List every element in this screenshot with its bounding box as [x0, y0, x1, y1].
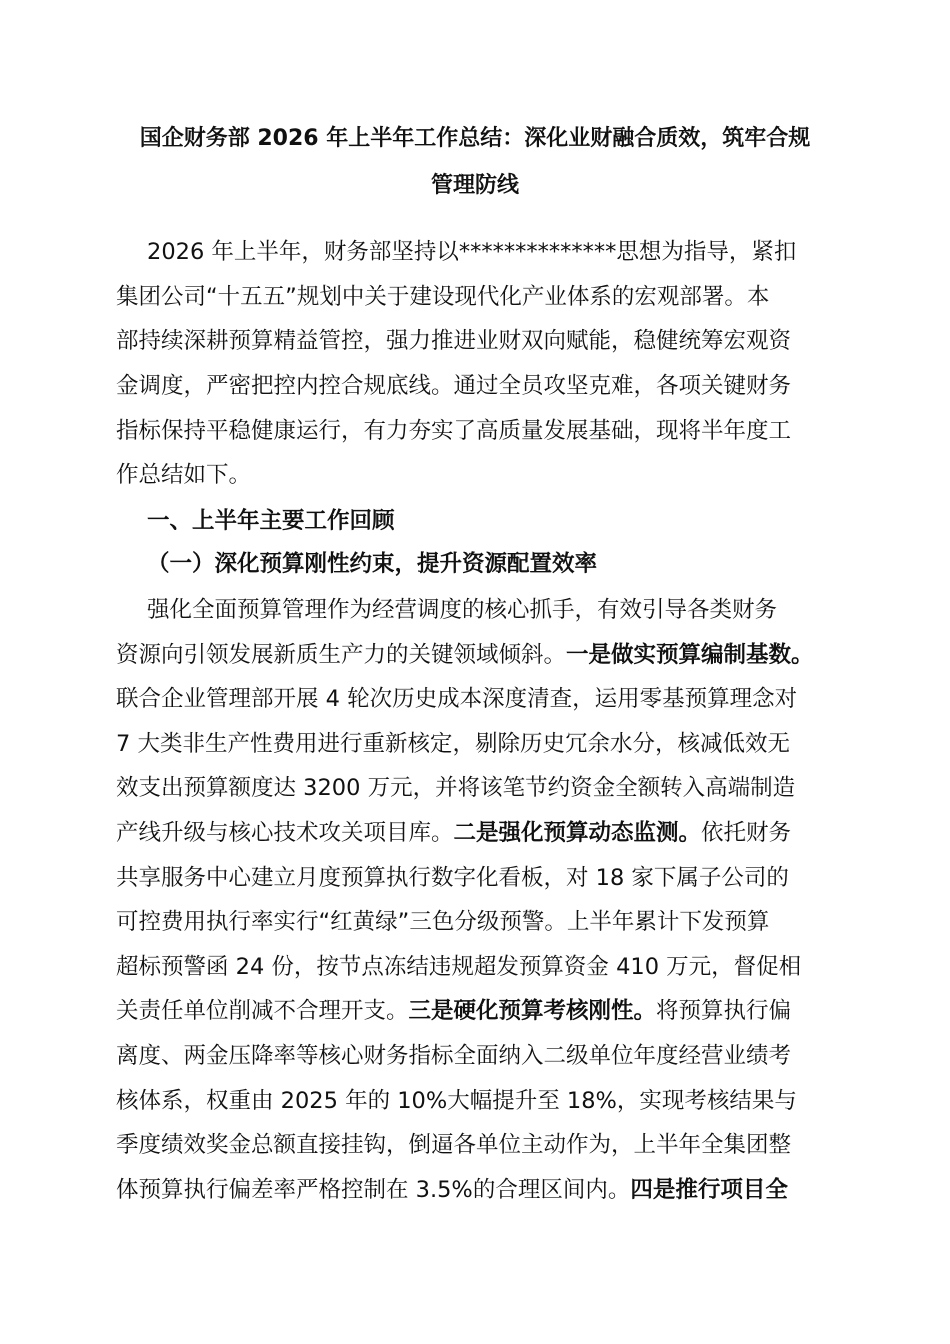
body-text-run: 效支出预算额度达 3200 万元，并将该笔节约资金全额转入高端制造 [116, 775, 796, 801]
body-text-run: 季度绩效奖金总额直接挂钩，倒逼各单位主动作为，上半年全集团整 [116, 1132, 792, 1158]
document-title-line-1: 国企财务部 2026 年上半年工作总结：深化业财融合质效，筑牢合规 [139, 126, 811, 151]
body-text-run: 离度、两金压降率等核心财务指标全面纳入二级单位年度经营业绩考 [116, 1043, 792, 1069]
body-line [147, 595, 777, 625]
body-text-run: 联合企业管理部开展 4 轮次历史成本深度清查，运用零基预算理念对 [116, 686, 798, 712]
intro-line-4: 金调度，严密把控内控合规底线。通过全员攻坚克难，各项关键财务 [116, 373, 792, 399]
intro-line-1: 2026 年上半年，财务部坚持以**************思想为指导，紧扣 [147, 239, 797, 265]
body-text-run: 关责任单位削减不合理开支。 [116, 998, 409, 1024]
body-line [116, 773, 795, 803]
body-text-run: 共享服务中心建立月度预算执行数字化看板，对 18 家下属子公司的 [116, 865, 789, 891]
body-line [116, 684, 797, 714]
bold-key-phrase: 二是强化预算动态监测。 [453, 820, 702, 846]
bold-key-phrase: 四是推行项目全 [630, 1177, 788, 1203]
body-text-run: 超标预警函 24 份，按节点冻结违规超发预算资金 410 万元，督促相 [116, 954, 802, 980]
body-line [116, 729, 790, 759]
bold-key-phrase: 三是硬化预算考核刚性。 [408, 998, 657, 1024]
intro-line-2: 集团公司“十五五”规划中关于建设现代化产业体系的宏观部署。本 [116, 284, 770, 310]
body-line [116, 952, 801, 982]
subsection-heading: （一）深化预算刚性约束，提升资源配置效率 [147, 551, 598, 577]
section-heading: 一、上半年主要工作回顾 [147, 508, 395, 534]
document-title-line-2: 管理防线 [430, 173, 519, 198]
body-line [116, 640, 814, 670]
body-line [116, 818, 791, 848]
body-line [116, 863, 789, 893]
intro-line-3: 部持续深耕预算精益管控，强力推进业财双向赋能，稳健统筹宏观资 [116, 328, 792, 354]
body-text-run: 强化全面预算管理作为经营调度的核心抓手，有效引导各类财务 [147, 597, 778, 623]
body-text-run: 资源向引领发展新质生产力的关键领域倾斜。 [116, 642, 567, 668]
body-text-run: 7 大类非生产性费用进行重新核定，剔除历史冗余水分，核减低效无 [116, 731, 790, 757]
body-line [116, 1130, 791, 1160]
bold-key-phrase: 一是做实预算编制基数。 [566, 642, 814, 668]
body-text-run: 可控费用执行率实行“红黄绿”三色分级预警。上半年累计下发预算 [116, 909, 770, 935]
body-text-run: 产线升级与核心技术攻关项目库。 [116, 820, 454, 846]
body-text-run: 将预算执行偏 [656, 998, 792, 1024]
body-line [116, 1175, 788, 1205]
intro-line-6: 作总结如下。 [116, 462, 252, 488]
intro-line-5: 指标保持平稳健康运行，有力夯实了高质量发展基础，现将半年度工 [116, 418, 792, 444]
body-text-run: 核体系，权重由 2025 年的 10%大幅提升至 18%，实现考核结果与 [116, 1088, 797, 1114]
body-line [116, 907, 769, 937]
body-line [116, 1086, 797, 1116]
body-line [116, 1041, 791, 1071]
body-text-run: 体预算执行偏差率严格控制在 3.5%的合理区间内。 [116, 1177, 631, 1203]
body-line [116, 996, 791, 1026]
body-text-run: 依托财务 [701, 820, 792, 846]
